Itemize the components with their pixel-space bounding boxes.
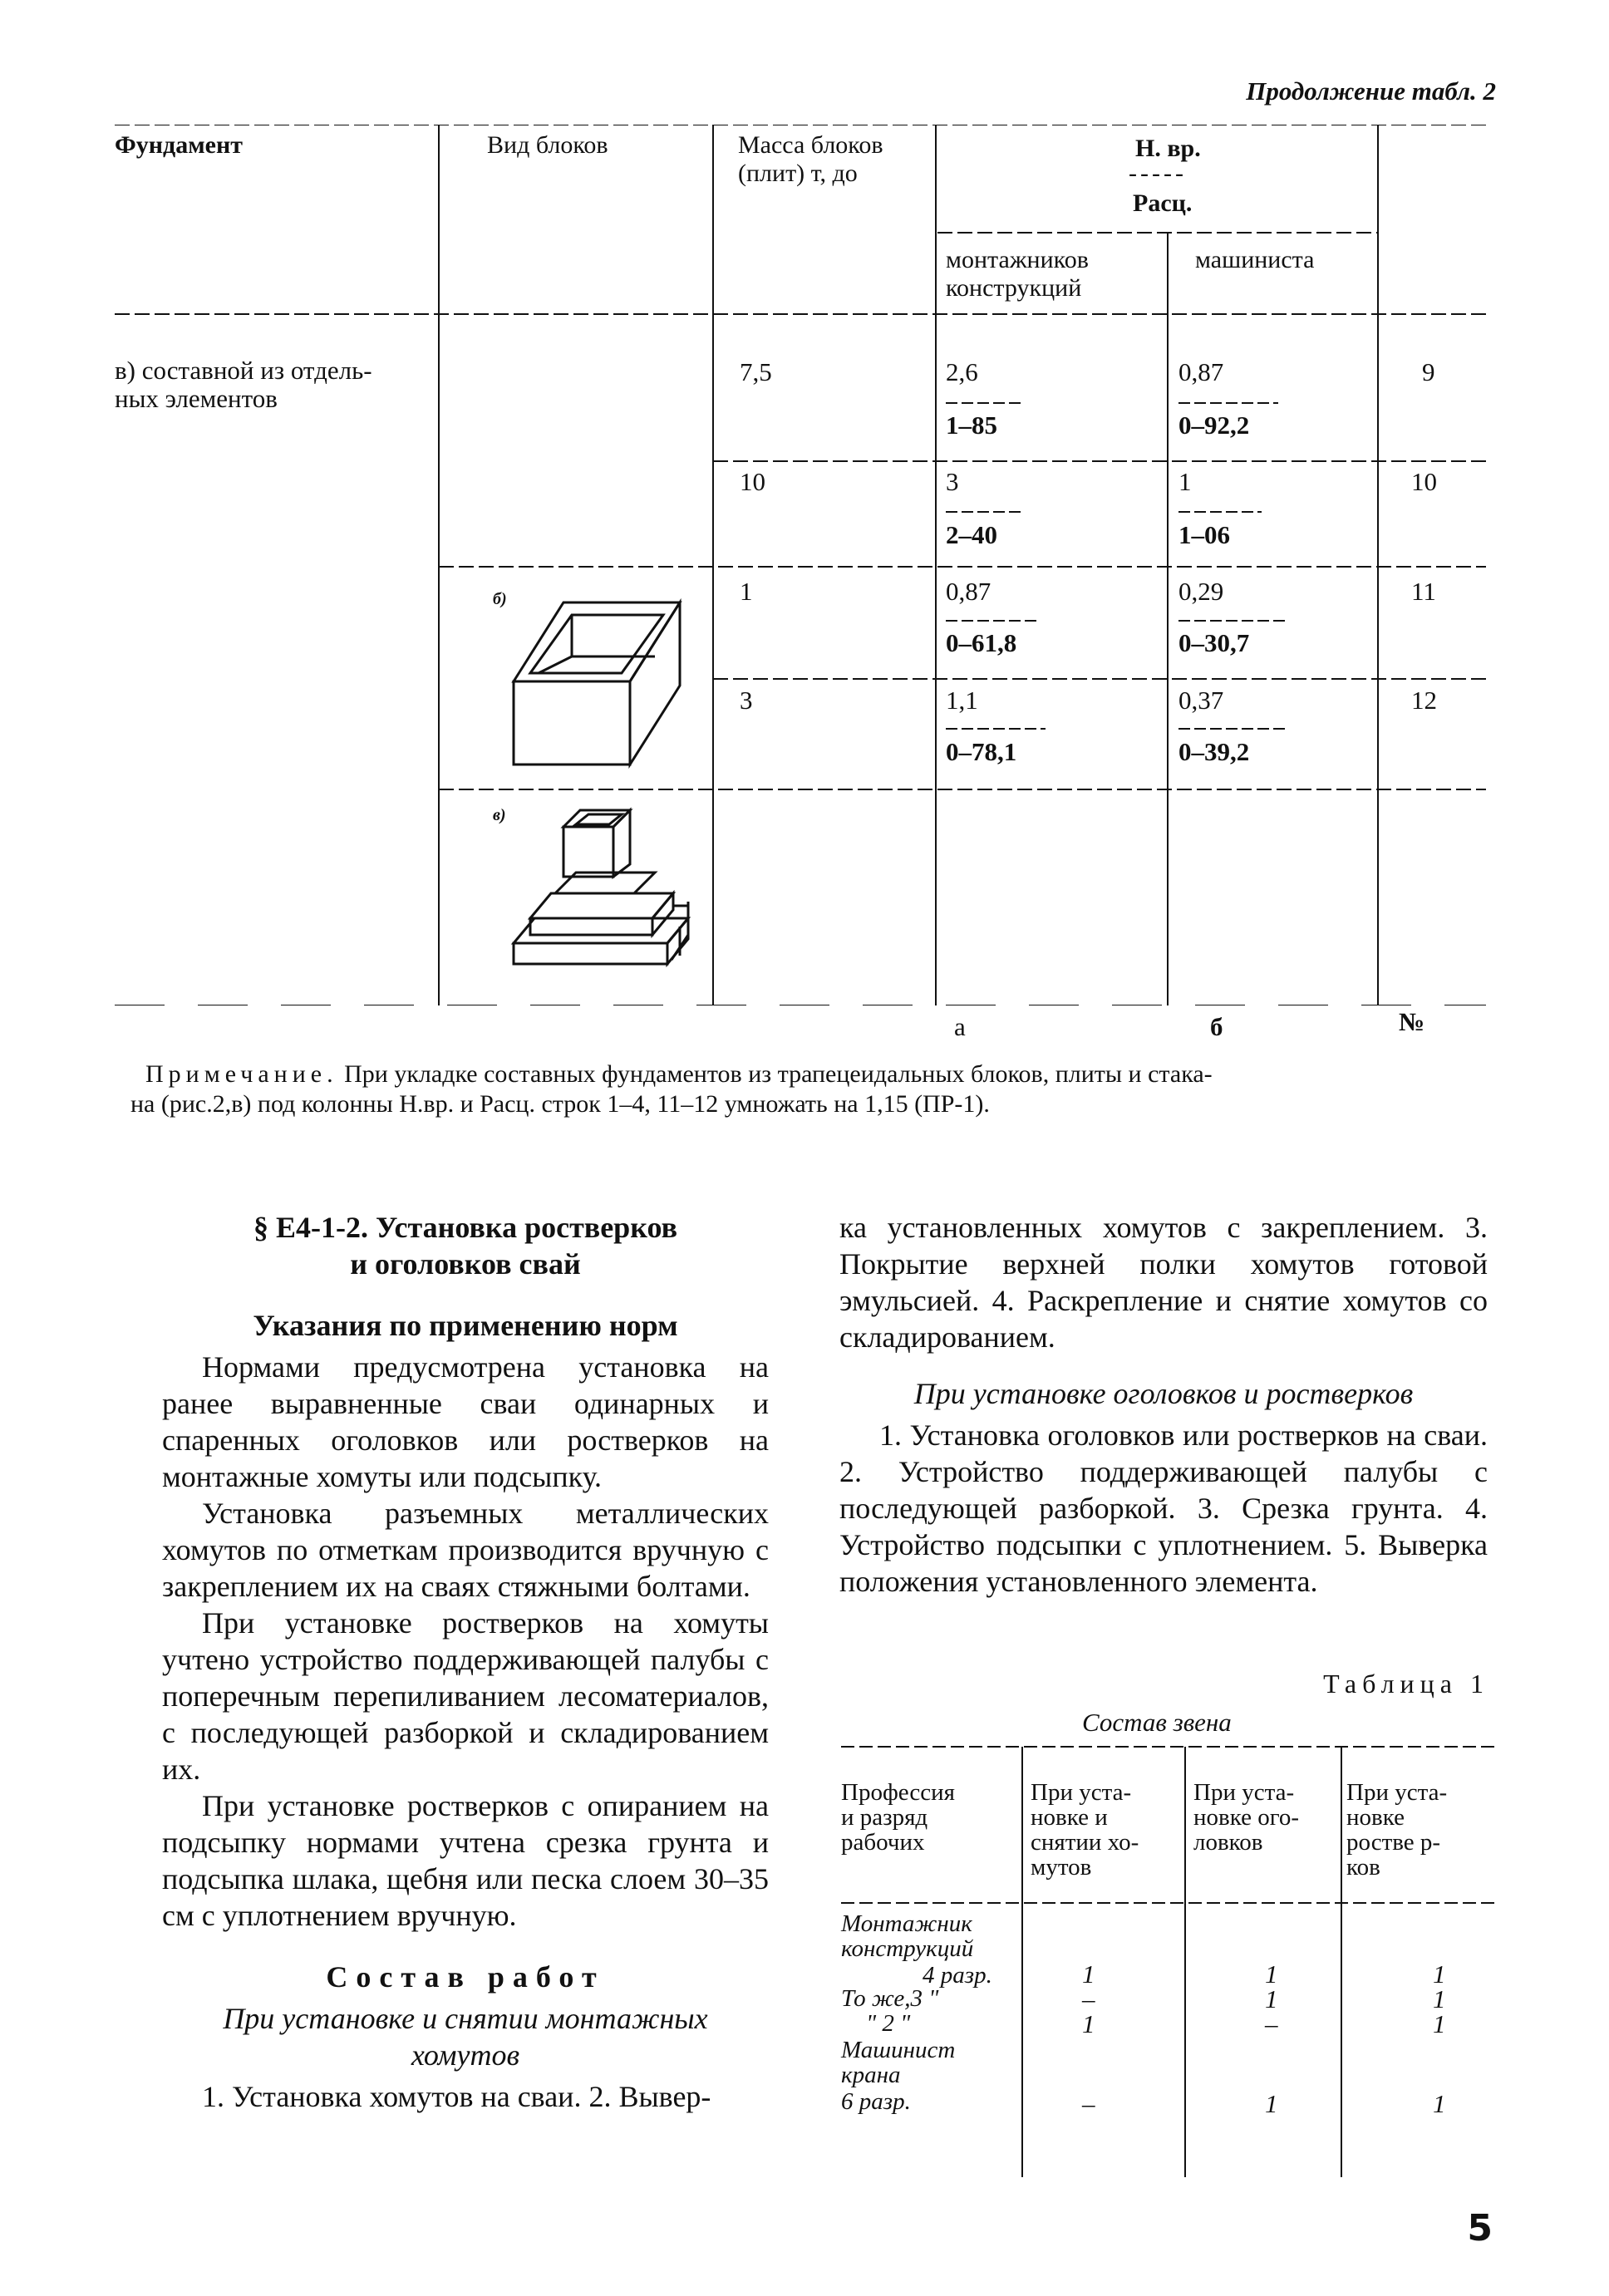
footer-number: № bbox=[1399, 1007, 1425, 1036]
t1-header-clamps-2: новке и bbox=[1031, 1804, 1108, 1831]
foundation-row-line2: ных элементов bbox=[115, 384, 278, 413]
foundation-row-line1: в) составной из отдель- bbox=[115, 356, 372, 385]
t1-row-installer-2: конструкций bbox=[841, 1935, 974, 1962]
t1-header-profession-2: и разряд bbox=[841, 1804, 928, 1831]
row9-machinist-rate: 0–92,2 bbox=[1178, 411, 1250, 440]
row12-number: 12 bbox=[1411, 686, 1437, 715]
figure-v-label: в) bbox=[493, 806, 506, 824]
header-fraction-dashes: ----- bbox=[1129, 160, 1187, 187]
guidance-title: Указания по применению норм bbox=[253, 1309, 678, 1342]
continuation-label: Продолжение табл. 2 bbox=[1246, 76, 1496, 106]
clamps-subtitle-line2: хомутов bbox=[411, 2038, 520, 2072]
row10-machinist-norm: 1 bbox=[1178, 467, 1192, 496]
t1-r3-heads: – bbox=[1265, 2009, 1278, 2038]
left-column bbox=[162, 1209, 769, 2115]
row11-machinist-norm: 0,29 bbox=[1178, 577, 1224, 606]
header-block-type: Вид блоков bbox=[487, 131, 608, 159]
guidance-paragraph-4: При установке ростверков с опиранием на подсыпку нормами учтена срезка грунта и подсыпка шлака, щебня или песка слоем 30–35 см с уплотнением вручную. bbox=[162, 1789, 769, 1932]
row9-installers-rate: 1–85 bbox=[946, 411, 997, 440]
t1-header-clamps-4: мутов bbox=[1031, 1854, 1092, 1881]
crew-composition-table bbox=[841, 1745, 1498, 2185]
row11-installers-norm: 0,87 bbox=[946, 577, 991, 606]
table-note bbox=[130, 1060, 1492, 1119]
footer-b: б bbox=[1210, 1012, 1223, 1041]
t1-row-installer-1: Монтажник bbox=[841, 1910, 972, 1937]
t1-r2-clamps: – bbox=[1082, 1984, 1095, 2013]
t1-header-clamps-3: снятии хо- bbox=[1031, 1829, 1139, 1856]
row10-number: 10 bbox=[1411, 467, 1437, 496]
t1-header-profession-3: рабочих bbox=[841, 1829, 925, 1856]
t1-r4-heads: 1 bbox=[1265, 2089, 1278, 2118]
figure-b-label: б) bbox=[493, 590, 507, 608]
row11-machinist-rate: 0–30,7 bbox=[1178, 628, 1250, 657]
note-line2: на (рис.2,в) под колонны Н.вр. и Расц. строк 1–4, 11–12 умножать на 1,15 (ПР-1). bbox=[130, 1090, 990, 1118]
row12-installers-norm: 1,1 bbox=[946, 686, 978, 715]
t1-header-profession-1: Профессия bbox=[841, 1779, 955, 1806]
figure-v-drawing bbox=[514, 810, 688, 964]
header-mass-line2: (плит) т, до bbox=[738, 160, 858, 187]
row9-machinist-norm: 0,87 bbox=[1178, 357, 1224, 386]
t1-row-installer-3: 4 разр. bbox=[923, 1962, 992, 1989]
t1-header-heads-2: новке ого- bbox=[1193, 1804, 1300, 1831]
note-line1: При укладке составных фундаментов из трапецеидальных блоков, плиты и стака- bbox=[344, 1060, 1213, 1088]
guidance-paragraph-3: При установке ростверков на хомуты учтено устройство поддерживающей палубы с поперечным перепиливанием лесоматериалов, с последующей разборкой и складированием их. bbox=[162, 1606, 769, 1786]
t1-r3-grillage: 1 bbox=[1433, 2009, 1446, 2038]
row12-machinist-rate: 0–39,2 bbox=[1178, 737, 1250, 766]
row11-mass: 1 bbox=[740, 577, 753, 606]
header-installers-line2: конструкций bbox=[946, 274, 1082, 302]
t1-r4-clamps: – bbox=[1082, 2089, 1095, 2118]
row12-installers-rate: 0–78,1 bbox=[946, 737, 1017, 766]
t1-r4-grillage: 1 bbox=[1433, 2089, 1446, 2118]
header-rasc: Расц. bbox=[1133, 189, 1193, 217]
t1-r1-heads: 1 bbox=[1265, 1959, 1278, 1989]
clamps-paragraph: 1. Установка хомутов на сваи. 2. Вывер- bbox=[202, 2080, 711, 2113]
guidance-paragraph-2: Установка разъемных металлических хомутов по отметкам производится вручную с закреплением их на сваях стяжными болтами. bbox=[162, 1497, 769, 1603]
t1-r1-grillage: 1 bbox=[1433, 1959, 1446, 1989]
row12-machinist-norm: 0,37 bbox=[1178, 686, 1224, 715]
row10-installers-rate: 2–40 bbox=[946, 520, 997, 549]
heads-paragraph: 1. Установка оголовков или ростверков на сваи. 2. Устройство поддерживающей палубы с последующей разборкой. 3. Срезка грунта. 4. Устройство подсыпки с уплотнением. 5. Выверка положения установленного элемента. bbox=[839, 1418, 1488, 1598]
row10-machinist-rate: 1–06 bbox=[1178, 520, 1230, 549]
row10-mass: 10 bbox=[740, 467, 765, 496]
t1-row-machinist-2: крана bbox=[841, 2062, 901, 2088]
t1-row-machinist-3: 6 разр. bbox=[841, 2088, 911, 2115]
t1-header-grillage-1: При уста- bbox=[1346, 1779, 1448, 1806]
footer-a: а bbox=[954, 1012, 966, 1041]
right-column bbox=[839, 1209, 1488, 1600]
t1-row-same-3: То же,3 " bbox=[841, 1985, 939, 2012]
section-title-line1: § Е4-1-2. Установка ростверков bbox=[253, 1211, 678, 1244]
clamps-paragraph-continued: ка установленных хомутов с закреплением. 3. Покрытие верхней полки хомутов готовой эмульсией. 4. Раскрепление и снятие хомутов со складированием. bbox=[839, 1211, 1488, 1354]
row9-number: 9 bbox=[1422, 357, 1435, 386]
t1-header-heads-3: ловков bbox=[1193, 1829, 1263, 1856]
figure-b-drawing bbox=[514, 602, 680, 765]
row10-installers-norm: 3 bbox=[946, 467, 959, 496]
t1-header-heads-1: При уста- bbox=[1193, 1779, 1295, 1806]
norms-table bbox=[115, 125, 1486, 1041]
t1-r2-heads: 1 bbox=[1265, 1984, 1278, 2013]
header-mass-line1: Масса блоков bbox=[738, 131, 883, 159]
table1-caption: Состав звена bbox=[1082, 1708, 1232, 1737]
t1-row-machinist-1: Машинист bbox=[841, 2037, 956, 2063]
work-composition-title: Состав работ bbox=[326, 1960, 605, 1994]
page-number: 5 bbox=[1467, 2207, 1493, 2249]
heads-subtitle: При установке оголовков и ростверков bbox=[913, 1377, 1414, 1410]
section-title-line2: и оголовков свай bbox=[350, 1247, 581, 1281]
table1-label: Таблица 1 bbox=[1323, 1669, 1489, 1699]
t1-header-grillage-2: новке bbox=[1346, 1804, 1405, 1831]
row11-installers-rate: 0–61,8 bbox=[946, 628, 1017, 657]
t1-header-clamps-1: При уста- bbox=[1031, 1779, 1132, 1806]
row9-installers-norm: 2,6 bbox=[946, 357, 978, 386]
row12-mass: 3 bbox=[740, 686, 753, 715]
row11-number: 11 bbox=[1411, 577, 1436, 606]
header-machinist: машиниста bbox=[1195, 246, 1315, 273]
t1-header-grillage-4: ков bbox=[1346, 1854, 1380, 1881]
guidance-paragraph-1: Нормами предусмотрена установка на ранее выравненные сваи одинарных и спаренных оголовков или ростверков на монтажные хомуты или подсыпку. bbox=[162, 1350, 769, 1493]
clamps-subtitle-line1: При установке и снятии монтажных bbox=[223, 2002, 708, 2035]
header-installers-line1: монтажников bbox=[946, 246, 1089, 273]
t1-row-same-2: " 2 " bbox=[866, 2010, 911, 2037]
note-prefix: Примечание. bbox=[145, 1060, 338, 1088]
header-nvr: Н. вр. bbox=[1135, 135, 1201, 162]
t1-r3-clamps: 1 bbox=[1082, 2009, 1095, 2038]
row9-mass: 7,5 bbox=[740, 357, 772, 386]
header-foundation: Фундамент bbox=[115, 131, 243, 159]
t1-header-grillage-3: ростве р- bbox=[1346, 1829, 1441, 1856]
t1-r2-grillage: 1 bbox=[1433, 1984, 1446, 2013]
t1-r1-clamps: 1 bbox=[1082, 1959, 1095, 1989]
